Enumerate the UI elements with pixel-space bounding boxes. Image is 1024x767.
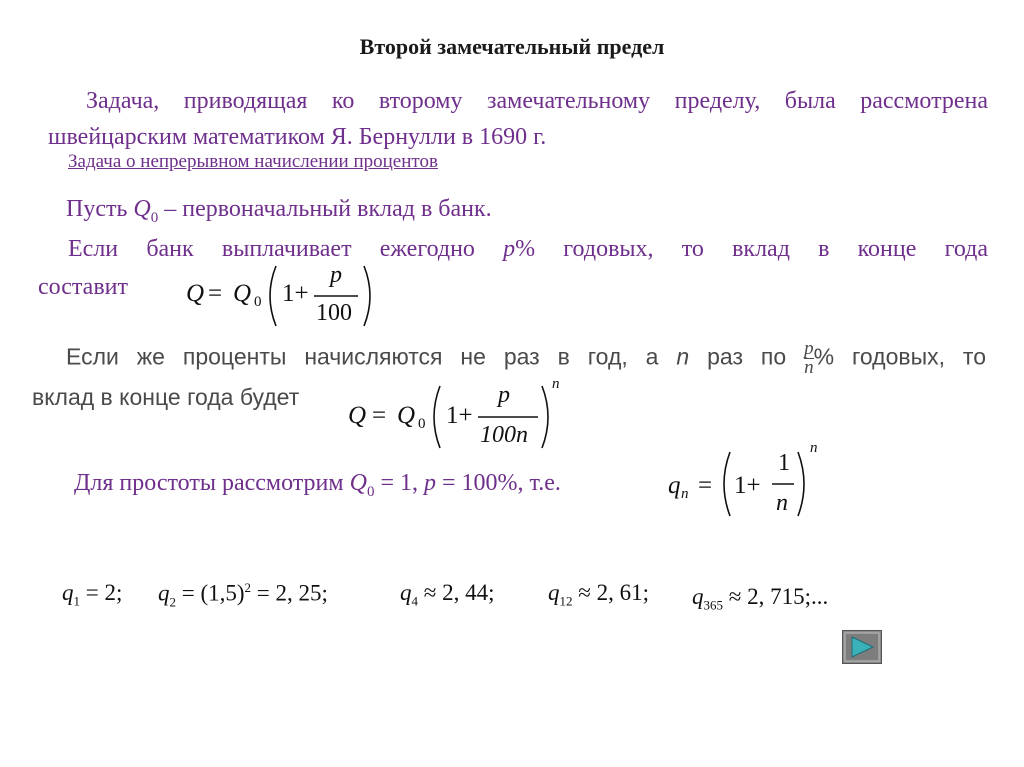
f3-eq: = <box>698 472 713 499</box>
subtitle-link: Задача о непрерывном начислении процентов <box>68 151 438 172</box>
simplify-text-c: = 100%, т.е. <box>435 470 561 496</box>
f1-one-plus: 1+ <box>282 280 309 307</box>
bank-line-1 <box>68 236 988 263</box>
f1-sub0: 0 <box>254 294 262 310</box>
f1-lhs: Q <box>186 280 205 307</box>
compound-frac-num: p <box>804 338 814 359</box>
bank-text-a: Если банк выплачивает ежегодно <box>68 236 504 262</box>
bank-text-b: % годовых, то вклад в конце года <box>515 236 988 262</box>
page-title: Второй замечательный предел <box>359 34 665 59</box>
compound-frac-den: n <box>804 357 814 378</box>
compound-n: n <box>676 343 690 370</box>
seq-q2: $q_2 = (1,5)^2 = 2$, 25; <box>158 580 328 610</box>
seq-q365: $q_{365} \approx 2$, 715;... <box>692 584 829 613</box>
deposit-suffix: – первоначальный вклад в банк. <box>158 196 492 222</box>
f3-brackets <box>716 448 812 520</box>
f3-lhs-sub: n <box>681 486 689 502</box>
bank-p: p <box>503 236 516 262</box>
compound-fraction <box>804 340 814 377</box>
f3-one-plus: 1+ <box>734 472 761 499</box>
simplify-line <box>74 470 561 501</box>
simplify-text-a: Для простоты рассмотрим <box>74 470 350 496</box>
bank-line-2: составит <box>38 274 128 300</box>
f1-den: 100 <box>316 300 352 326</box>
compound-line-1 <box>66 340 986 377</box>
f2-sub0: 0 <box>418 416 426 432</box>
simplify-sub: 0 <box>366 483 375 500</box>
f2-exp: n <box>552 376 560 392</box>
deposit-q: Q <box>133 196 151 222</box>
compound-text-c: % годовых, то <box>813 343 987 370</box>
f2-lhs: Q <box>348 402 367 429</box>
f1-q0: Q <box>233 280 252 307</box>
simplify-q: Q <box>349 470 367 496</box>
play-arrow-icon <box>843 631 881 663</box>
deposit-prefix: Пусть <box>66 196 134 222</box>
intro-line-1: Задача, приводящая ко второму замечательному пределу, была рассмотрена <box>86 88 988 114</box>
f2-num: p <box>498 382 510 408</box>
f3-den: n <box>776 490 788 516</box>
compound-text-b: раз по <box>689 343 805 370</box>
compound-text-a: Если же проценты начисляются не раз в год, а <box>66 343 677 370</box>
f1-num: p <box>330 262 342 288</box>
deposit-sub: 0 <box>150 209 159 226</box>
f2-eq: = <box>372 402 387 429</box>
f2-q0: Q <box>397 402 416 429</box>
next-slide-button[interactable] <box>842 630 882 664</box>
compound-line-2: вклад в конце года будет <box>32 384 300 410</box>
f2-den: 100n <box>480 422 528 448</box>
f3-lhs: q <box>668 472 681 499</box>
f3-num: 1 <box>778 450 790 476</box>
deposit-line <box>66 196 492 227</box>
seq-q12: $q_{12} \approx 2$, 61; <box>548 580 650 609</box>
f3-exp: n <box>810 440 818 456</box>
simplify-p: p <box>423 470 436 496</box>
f2-one-plus: 1+ <box>446 402 473 429</box>
seq-q1: $q_1 = 2$; <box>62 580 123 609</box>
intro-line-2: швейцарским математиком Я. Бернулли в 1690 г. <box>48 124 547 150</box>
f1-eq: = <box>208 280 223 307</box>
simplify-text-b: = 1, <box>374 470 424 496</box>
seq-q4: $q_4 \approx 2$, 44; <box>400 580 495 609</box>
